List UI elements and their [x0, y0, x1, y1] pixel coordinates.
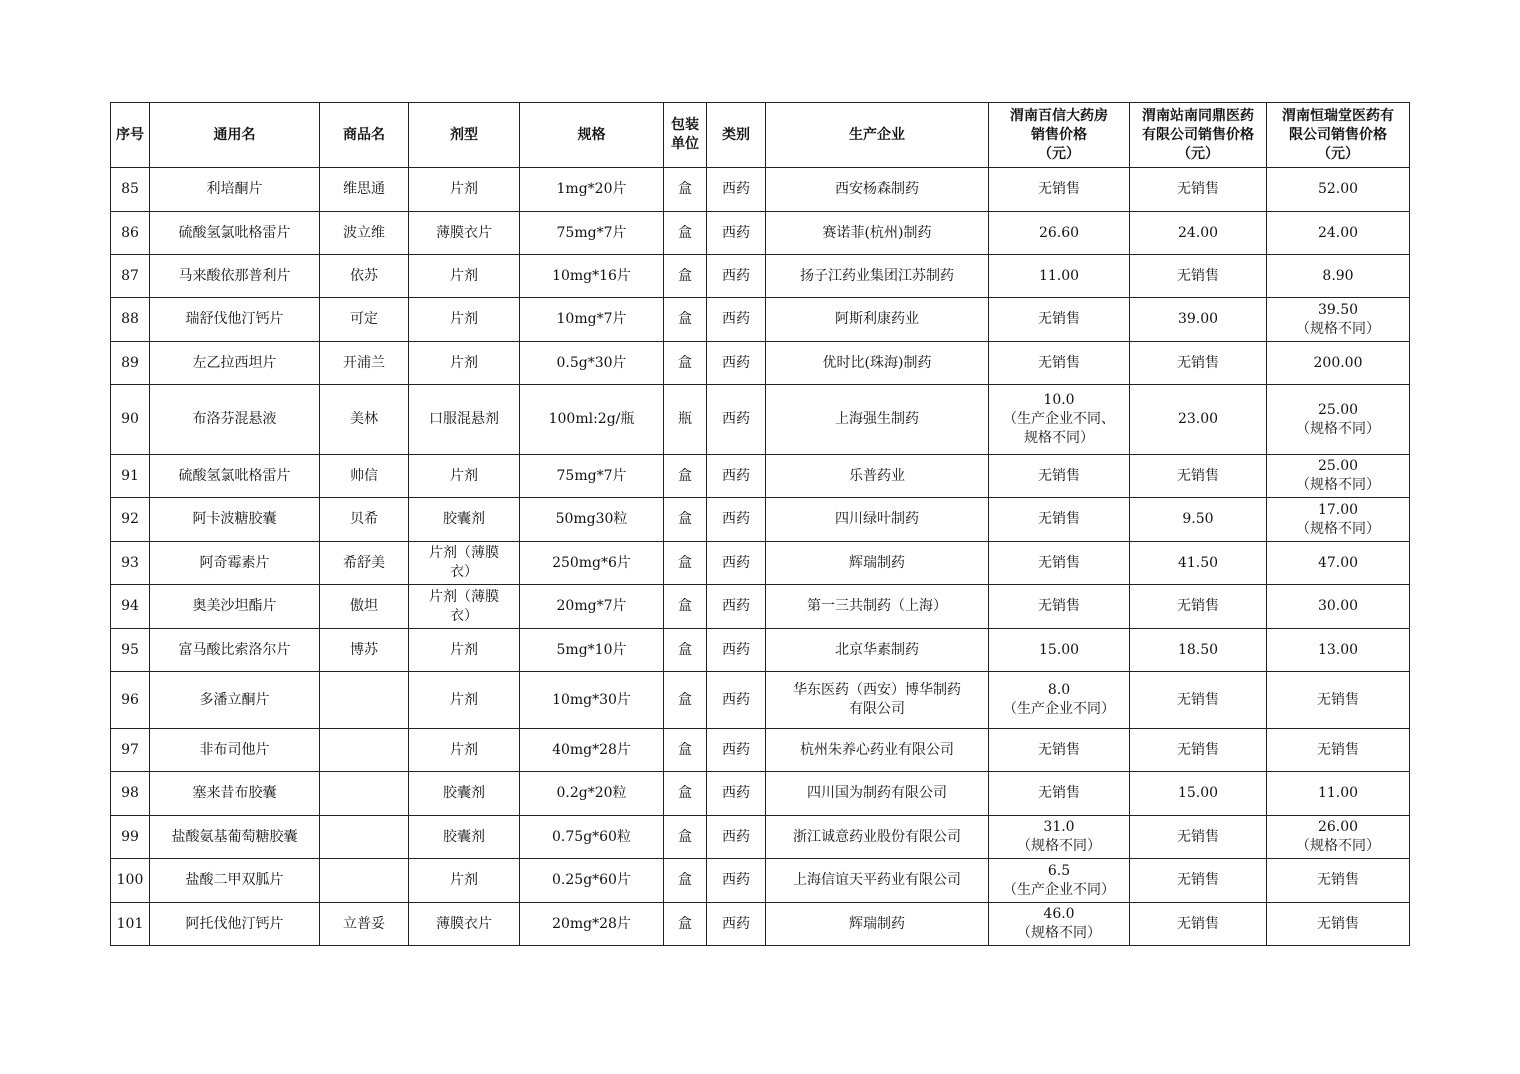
col-brand-name-cell: 可定: [320, 298, 409, 342]
col-price-hengruitang-cell: 11.00: [1267, 772, 1410, 816]
col-brand-name-header: 商品名: [320, 103, 409, 168]
col-category-cell: 西药: [707, 816, 766, 859]
col-specification-header: 规格: [520, 103, 664, 168]
col-manufacturer-cell: 华东医药（西安）博华制药 有限公司: [766, 672, 989, 729]
col-generic-name-cell: 盐酸氨基葡萄糖胶囊: [150, 816, 320, 859]
col-price-tongding-cell: 39.00: [1130, 298, 1267, 342]
col-price-hengruitang-cell: 52.00: [1267, 168, 1410, 212]
col-dosage-form-cell: 薄膜衣片: [409, 212, 520, 255]
col-price-baixin-cell: 46.0 （规格不同）: [989, 903, 1130, 946]
col-specification-cell: 20mg*7片: [520, 585, 664, 629]
col-dosage-form-cell: 薄膜衣片: [409, 903, 520, 946]
col-category-cell: 西药: [707, 903, 766, 946]
col-price-tongding-cell: 无销售: [1130, 342, 1267, 385]
col-price-tongding-cell: 无销售: [1130, 255, 1267, 298]
col-manufacturer-cell: 辉瑞制药: [766, 542, 989, 585]
col-price-tongding-cell: 无销售: [1130, 859, 1267, 903]
col-specification-cell: 0.25g*60片: [520, 859, 664, 903]
col-specification-cell: 5mg*10片: [520, 629, 664, 672]
col-price-baixin-cell: 11.00: [989, 255, 1130, 298]
col-price-hengruitang-cell: 13.00: [1267, 629, 1410, 672]
col-brand-name-cell: 依苏: [320, 255, 409, 298]
col-specification-cell: 1mg*20片: [520, 168, 664, 212]
col-dosage-form-cell: 胶囊剂: [409, 816, 520, 859]
col-price-tongding-cell: 18.50: [1130, 629, 1267, 672]
col-index-cell: 93: [111, 542, 150, 585]
col-price-baixin-cell: 15.00: [989, 629, 1130, 672]
col-brand-name-cell: 维思通: [320, 168, 409, 212]
col-generic-name-cell: 瑞舒伐他汀钙片: [150, 298, 320, 342]
col-package-unit-cell: 盒: [664, 542, 707, 585]
header-row: [111, 103, 1410, 168]
col-index-cell: 86: [111, 212, 150, 255]
col-category-cell: 西药: [707, 542, 766, 585]
col-price-hengruitang-cell: 47.00: [1267, 542, 1410, 585]
col-dosage-form-cell: 片剂: [409, 629, 520, 672]
col-package-unit-cell: 盒: [664, 455, 707, 498]
col-category-cell: 西药: [707, 298, 766, 342]
col-price-hengruitang-cell: 8.90: [1267, 255, 1410, 298]
col-package-unit-header: 包装 单位: [664, 103, 707, 168]
col-price-tongding-cell: 9.50: [1130, 498, 1267, 542]
col-generic-name-cell: 塞来昔布胶囊: [150, 772, 320, 816]
col-category-cell: 西药: [707, 385, 766, 455]
col-price-hengruitang-cell: 无销售: [1267, 859, 1410, 903]
table-row: [111, 455, 1410, 498]
col-manufacturer-cell: 阿斯利康药业: [766, 298, 989, 342]
col-dosage-form-cell: 口服混悬剂: [409, 385, 520, 455]
col-price-hengruitang-cell: 26.00 （规格不同）: [1267, 816, 1410, 859]
col-index-cell: 89: [111, 342, 150, 385]
col-brand-name-cell: 帅信: [320, 455, 409, 498]
col-index-cell: 90: [111, 385, 150, 455]
col-manufacturer-cell: 乐普药业: [766, 455, 989, 498]
col-price-tongding-cell: 24.00: [1130, 212, 1267, 255]
col-manufacturer-cell: 四川绿叶制药: [766, 498, 989, 542]
col-dosage-form-cell: 胶囊剂: [409, 772, 520, 816]
col-price-baixin-cell: 31.0 （规格不同）: [989, 816, 1130, 859]
col-price-hengruitang-cell: 25.00 （规格不同）: [1267, 385, 1410, 455]
col-brand-name-cell: 博苏: [320, 629, 409, 672]
table-row: [111, 629, 1410, 672]
col-manufacturer-cell: 北京华素制药: [766, 629, 989, 672]
col-category-cell: 西药: [707, 255, 766, 298]
col-manufacturer-cell: 第一三共制药（上海）: [766, 585, 989, 629]
col-specification-cell: 75mg*7片: [520, 212, 664, 255]
col-index-cell: 92: [111, 498, 150, 542]
col-specification-cell: 0.75g*60粒: [520, 816, 664, 859]
col-generic-name-cell: 硫酸氢氯吡格雷片: [150, 212, 320, 255]
col-category-cell: 西药: [707, 585, 766, 629]
col-price-baixin-cell: 6.5 （生产企业不同）: [989, 859, 1130, 903]
col-index-cell: 94: [111, 585, 150, 629]
col-generic-name-cell: 左乙拉西坦片: [150, 342, 320, 385]
col-dosage-form-cell: 片剂（薄膜 衣）: [409, 542, 520, 585]
table-row: [111, 255, 1410, 298]
col-dosage-form-cell: 胶囊剂: [409, 498, 520, 542]
col-brand-name-cell: 美林: [320, 385, 409, 455]
col-generic-name-cell: 奥美沙坦酯片: [150, 585, 320, 629]
col-price-baixin-cell: 无销售: [989, 342, 1130, 385]
col-price-baixin-cell: 无销售: [989, 585, 1130, 629]
col-index-cell: 91: [111, 455, 150, 498]
col-package-unit-cell: 盒: [664, 903, 707, 946]
col-generic-name-cell: 盐酸二甲双胍片: [150, 859, 320, 903]
col-category-cell: 西药: [707, 212, 766, 255]
col-price-hengruitang-cell: 无销售: [1267, 729, 1410, 772]
table-row: [111, 498, 1410, 542]
col-generic-name-cell: 马来酸依那普利片: [150, 255, 320, 298]
col-price-baixin-cell: 无销售: [989, 168, 1130, 212]
table-row: [111, 585, 1410, 629]
col-brand-name-cell: 贝希: [320, 498, 409, 542]
col-price-tongding-cell: 无销售: [1130, 168, 1267, 212]
col-dosage-form-cell: 片剂: [409, 672, 520, 729]
drug-price-table: [110, 102, 1410, 946]
col-dosage-form-cell: 片剂（薄膜 衣）: [409, 585, 520, 629]
col-specification-cell: 0.5g*30片: [520, 342, 664, 385]
col-dosage-form-cell: 片剂: [409, 455, 520, 498]
col-package-unit-cell: 盒: [664, 498, 707, 542]
table-row: [111, 729, 1410, 772]
col-price-tongding-cell: 无销售: [1130, 585, 1267, 629]
col-price-tongding-header: 渭南站南同鼎医药 有限公司销售价格 （元）: [1130, 103, 1267, 168]
col-category-cell: 西药: [707, 729, 766, 772]
col-package-unit-cell: 盒: [664, 729, 707, 772]
col-price-hengruitang-cell: 无销售: [1267, 672, 1410, 729]
table-row: [111, 342, 1410, 385]
col-package-unit-cell: 盒: [664, 255, 707, 298]
col-price-tongding-cell: 15.00: [1130, 772, 1267, 816]
col-price-tongding-cell: 23.00: [1130, 385, 1267, 455]
col-price-baixin-cell: 无销售: [989, 298, 1130, 342]
col-package-unit-cell: 盒: [664, 629, 707, 672]
col-package-unit-cell: 盒: [664, 672, 707, 729]
col-index-cell: 98: [111, 772, 150, 816]
col-specification-cell: 75mg*7片: [520, 455, 664, 498]
col-index-cell: 87: [111, 255, 150, 298]
col-price-hengruitang-cell: 30.00: [1267, 585, 1410, 629]
table-row: [111, 298, 1410, 342]
col-specification-cell: 20mg*28片: [520, 903, 664, 946]
col-price-tongding-cell: 无销售: [1130, 903, 1267, 946]
table-row: [111, 816, 1410, 859]
table-row: [111, 859, 1410, 903]
col-dosage-form-cell: 片剂: [409, 729, 520, 772]
col-price-baixin-cell: 26.60: [989, 212, 1130, 255]
col-category-cell: 西药: [707, 342, 766, 385]
col-dosage-form-header: 剂型: [409, 103, 520, 168]
table-row: [111, 212, 1410, 255]
col-manufacturer-cell: 浙江诚意药业股份有限公司: [766, 816, 989, 859]
col-generic-name-cell: 利培酮片: [150, 168, 320, 212]
col-dosage-form-cell: 片剂: [409, 168, 520, 212]
col-dosage-form-cell: 片剂: [409, 342, 520, 385]
col-manufacturer-cell: 优时比(珠海)制药: [766, 342, 989, 385]
col-brand-name-cell: 希舒美: [320, 542, 409, 585]
col-index-cell: 101: [111, 903, 150, 946]
col-dosage-form-cell: 片剂: [409, 255, 520, 298]
table-body: [111, 168, 1410, 946]
col-specification-cell: 100ml:2g/瓶: [520, 385, 664, 455]
col-index-cell: 88: [111, 298, 150, 342]
col-price-hengruitang-cell: 39.50 （规格不同）: [1267, 298, 1410, 342]
col-package-unit-cell: 盒: [664, 585, 707, 629]
col-dosage-form-cell: 片剂: [409, 298, 520, 342]
col-category-cell: 西药: [707, 168, 766, 212]
col-specification-cell: 50mg30粒: [520, 498, 664, 542]
col-generic-name-cell: 阿奇霉素片: [150, 542, 320, 585]
col-generic-name-header: 通用名: [150, 103, 320, 168]
col-manufacturer-cell: 杭州朱养心药业有限公司: [766, 729, 989, 772]
col-brand-name-cell: 傲坦: [320, 585, 409, 629]
col-price-baixin-cell: 无销售: [989, 542, 1130, 585]
col-price-tongding-cell: 无销售: [1130, 672, 1267, 729]
col-price-hengruitang-cell: 200.00: [1267, 342, 1410, 385]
col-specification-cell: 0.2g*20粒: [520, 772, 664, 816]
col-brand-name-cell: [320, 859, 409, 903]
col-price-baixin-cell: 无销售: [989, 772, 1130, 816]
col-index-cell: 99: [111, 816, 150, 859]
col-dosage-form-cell: 片剂: [409, 859, 520, 903]
col-brand-name-cell: 立普妥: [320, 903, 409, 946]
col-generic-name-cell: 富马酸比索洛尔片: [150, 629, 320, 672]
col-index-cell: 95: [111, 629, 150, 672]
col-price-hengruitang-cell: 无销售: [1267, 903, 1410, 946]
col-manufacturer-cell: 扬子江药业集团江苏制药: [766, 255, 989, 298]
col-package-unit-cell: 盒: [664, 772, 707, 816]
col-price-tongding-cell: 无销售: [1130, 816, 1267, 859]
col-brand-name-cell: 开浦兰: [320, 342, 409, 385]
col-manufacturer-header: 生产企业: [766, 103, 989, 168]
col-price-tongding-cell: 无销售: [1130, 729, 1267, 772]
col-package-unit-cell: 盒: [664, 212, 707, 255]
col-generic-name-cell: 非布司他片: [150, 729, 320, 772]
col-category-cell: 西药: [707, 672, 766, 729]
col-generic-name-cell: 硫酸氢氯吡格雷片: [150, 455, 320, 498]
table-row: [111, 772, 1410, 816]
col-package-unit-cell: 盒: [664, 298, 707, 342]
col-brand-name-cell: [320, 772, 409, 816]
col-manufacturer-cell: 西安杨森制药: [766, 168, 989, 212]
col-brand-name-cell: 波立维: [320, 212, 409, 255]
col-category-cell: 西药: [707, 455, 766, 498]
col-manufacturer-cell: 赛诺菲(杭州)制药: [766, 212, 989, 255]
col-price-tongding-cell: 41.50: [1130, 542, 1267, 585]
col-index-cell: 96: [111, 672, 150, 729]
col-package-unit-cell: 瓶: [664, 385, 707, 455]
col-generic-name-cell: 阿卡波糖胶囊: [150, 498, 320, 542]
col-price-baixin-cell: 8.0 （生产企业不同）: [989, 672, 1130, 729]
col-specification-cell: 10mg*30片: [520, 672, 664, 729]
col-index-header: 序号: [111, 103, 150, 168]
col-package-unit-cell: 盒: [664, 168, 707, 212]
table-row: [111, 903, 1410, 946]
col-package-unit-cell: 盒: [664, 342, 707, 385]
col-price-baixin-cell: 无销售: [989, 498, 1130, 542]
col-price-tongding-cell: 无销售: [1130, 455, 1267, 498]
col-price-baixin-cell: 无销售: [989, 455, 1130, 498]
col-category-cell: 西药: [707, 498, 766, 542]
col-category-cell: 西药: [707, 859, 766, 903]
col-price-hengruitang-cell: 24.00: [1267, 212, 1410, 255]
col-generic-name-cell: 多潘立酮片: [150, 672, 320, 729]
col-generic-name-cell: 布洛芬混悬液: [150, 385, 320, 455]
col-index-cell: 100: [111, 859, 150, 903]
col-category-cell: 西药: [707, 772, 766, 816]
table-row: [111, 168, 1410, 212]
col-manufacturer-cell: 上海强生制药: [766, 385, 989, 455]
col-manufacturer-cell: 四川国为制药有限公司: [766, 772, 989, 816]
col-price-hengruitang-cell: 17.00 （规格不同）: [1267, 498, 1410, 542]
col-index-cell: 85: [111, 168, 150, 212]
col-specification-cell: 40mg*28片: [520, 729, 664, 772]
col-generic-name-cell: 阿托伐他汀钙片: [150, 903, 320, 946]
col-brand-name-cell: [320, 672, 409, 729]
col-manufacturer-cell: 辉瑞制药: [766, 903, 989, 946]
table-row: [111, 672, 1410, 729]
col-category-cell: 西药: [707, 629, 766, 672]
table-row: [111, 385, 1410, 455]
col-brand-name-cell: [320, 816, 409, 859]
col-package-unit-cell: 盒: [664, 816, 707, 859]
price-sheet: [110, 102, 1409, 946]
col-price-baixin-header: 渭南百信大药房 销售价格 （元）: [989, 103, 1130, 168]
table-row: [111, 542, 1410, 585]
col-price-baixin-cell: 无销售: [989, 729, 1130, 772]
col-specification-cell: 10mg*7片: [520, 298, 664, 342]
col-price-baixin-cell: 10.0 （生产企业不同、 规格不同）: [989, 385, 1130, 455]
col-price-hengruitang-cell: 25.00 （规格不同）: [1267, 455, 1410, 498]
col-specification-cell: 250mg*6片: [520, 542, 664, 585]
col-index-cell: 97: [111, 729, 150, 772]
col-manufacturer-cell: 上海信谊天平药业有限公司: [766, 859, 989, 903]
col-specification-cell: 10mg*16片: [520, 255, 664, 298]
col-price-hengruitang-header: 渭南恒瑞堂医药有 限公司销售价格 （元）: [1267, 103, 1410, 168]
col-brand-name-cell: [320, 729, 409, 772]
col-package-unit-cell: 盒: [664, 859, 707, 903]
col-category-header: 类别: [707, 103, 766, 168]
